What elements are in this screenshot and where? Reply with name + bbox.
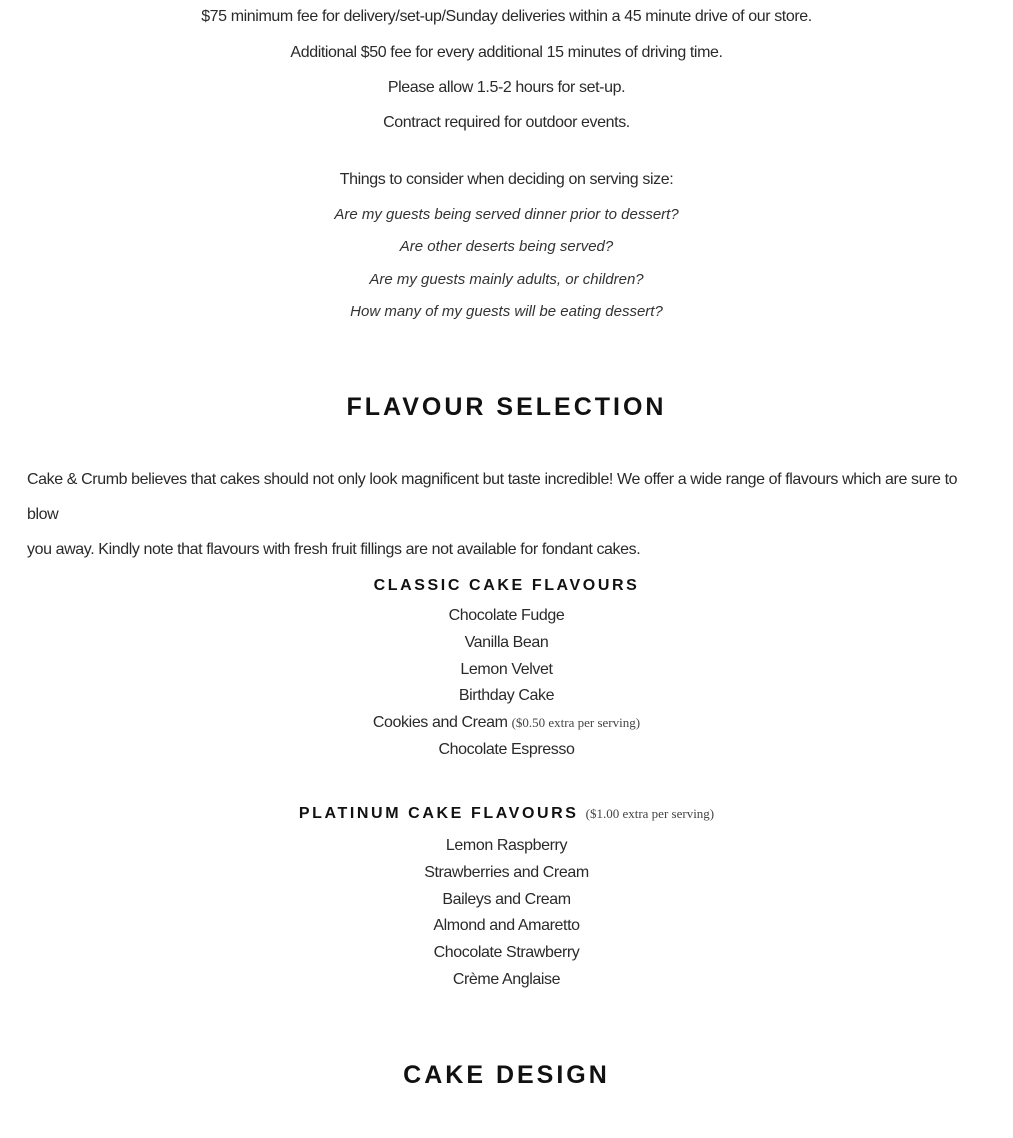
classic-flavours-heading: CLASSIC CAKE FLAVOURS [373, 577, 640, 594]
platinum-flavour-item: Lemon Raspberry [445, 837, 568, 854]
classic-flavours-list [0, 603, 1013, 764]
cake-design-heading: CAKE DESIGN [403, 1061, 610, 1089]
delivery-note-setup-time: Please allow 1.5-2 hours for set-up. [387, 79, 626, 96]
serving-size-intro: Things to consider when deciding on serving size: [339, 171, 674, 188]
classic-flavour-cookies-label: Cookies and Cream [372, 714, 508, 732]
classic-flavour-item: Lemon Velvet [460, 660, 553, 678]
platinum-flavour-item: Baileys and Cream [442, 890, 571, 908]
platinum-flavour-item: Almond and Amaretto [433, 917, 580, 935]
serving-question-other-deserts: Are other deserts being served? [399, 238, 614, 255]
platinum-flavours-list [0, 833, 1013, 994]
flavour-paragraph-line-2: you away. Kindly note that flavours with fresh fruit fillings are not available for fondant cakes. [27, 541, 641, 558]
delivery-note-additional-fee: Additional $50 fee for every additional 15 minutes of driving time. [290, 44, 723, 61]
delivery-note-contract: Contract required for outdoor events. [383, 114, 630, 131]
classic-flavour-cookies-note: ($0.50 extra per serving) [511, 715, 641, 731]
platinum-flavour-item: Crème Anglaise [452, 970, 561, 988]
classic-flavour-item-cookies [0, 710, 1013, 737]
serving-question-adults-children: Are my guests mainly adults, or children? [369, 271, 644, 288]
classic-flavour-item: Birthday Cake [458, 687, 555, 705]
classic-flavour-item: Chocolate Fudge [448, 607, 565, 624]
classic-flavour-item: Vanilla Bean [464, 633, 549, 651]
flavour-selection-heading: FLAVOUR SELECTION [346, 393, 667, 421]
platinum-flavours-note: ($1.00 extra per serving) [585, 806, 715, 821]
platinum-flavours-heading-row [0, 803, 1013, 825]
delivery-note-minimum-fee: $75 minimum fee for delivery/set-up/Sunday deliveries within a 45 minute drive of our store. [201, 8, 812, 25]
platinum-flavours-heading: PLATINUM CAKE FLAVOURS [298, 805, 579, 822]
serving-question-dinner: Are my guests being served dinner prior to dessert? [334, 206, 679, 223]
serving-question-eating-dessert: How many of my guests will be eating dessert? [350, 303, 663, 320]
classic-flavour-item: Chocolate Espresso [438, 740, 575, 758]
platinum-flavour-item: Strawberries and Cream [424, 863, 589, 881]
flavour-paragraph-line-1: Cake & Crumb believes that cakes should not only look magnificent but taste incredible! We offer a wide range of flavours which are sure to blow [27, 471, 958, 523]
platinum-flavour-item: Chocolate Strawberry [433, 944, 580, 962]
flavour-selection-paragraph [27, 462, 992, 567]
